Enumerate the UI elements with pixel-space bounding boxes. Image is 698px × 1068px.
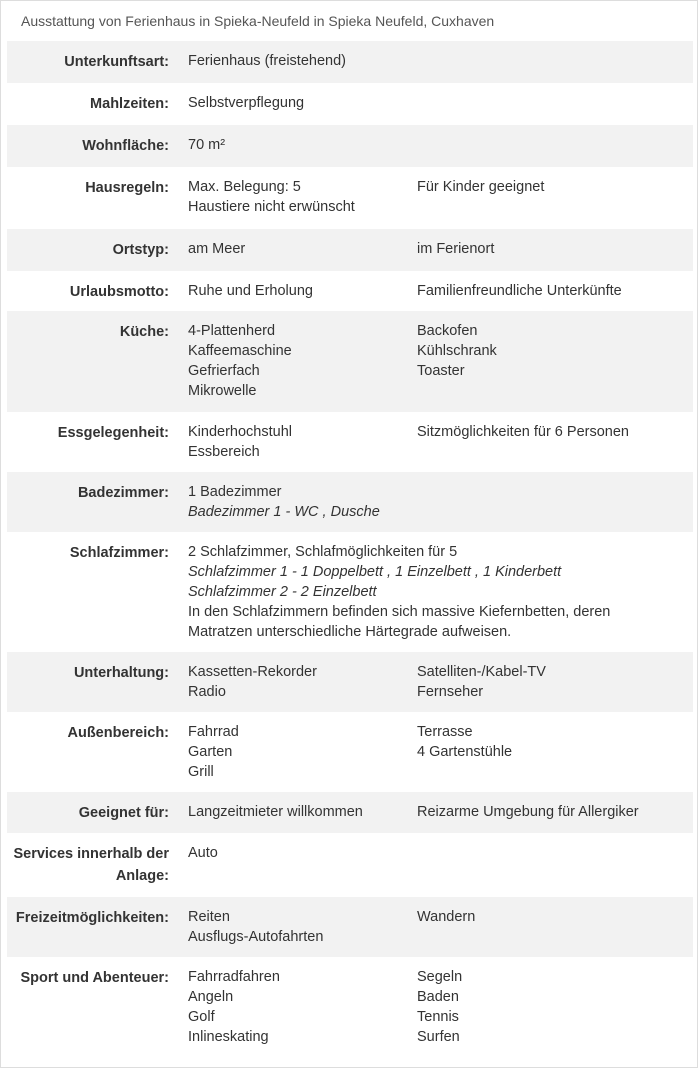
row-unterhaltung [7,652,693,712]
value: Auto [188,845,218,861]
value: Tennis [417,1009,459,1025]
value: Ausflugs-Autofahrten [188,929,324,945]
row-values-col1 [188,281,313,301]
value-detail: Badezimmer 1 - WC , Dusche [188,504,380,520]
value: Backofen [417,323,478,339]
value: Sitzmöglichkeiten für 6 Personen [417,424,629,440]
row-label: Freizeitmöglichkeiten: [15,910,169,926]
row-values-col1 [188,967,280,1047]
row-values-col2 [417,907,475,927]
row-sport [7,957,693,1057]
row-label: Sport und Abenteuer: [20,970,169,986]
row-values-col1 [188,843,218,863]
value: 70 m² [188,137,226,153]
row-values-col1 [188,422,292,462]
value: Fernseher [417,684,484,700]
value: Garten [188,744,233,760]
row-hausregeln [7,167,693,229]
row-label-line: Anlage: [115,868,169,884]
value: Satelliten-/Kabel-TV [417,664,546,680]
row-values-col2 [417,662,546,702]
row-values-col2 [417,321,497,381]
value: Reizarme Umgebung für Allergiker [417,804,639,820]
row-label: Badezimmer: [77,485,169,501]
row-label: Essgelegenheit: [57,425,169,441]
value: Kinderhochstuhl [188,424,292,440]
row-values-col1 [188,482,658,522]
row-label: Unterhaltung: [73,665,169,681]
row-label: Küche: [119,324,169,340]
row-services [7,833,693,897]
row-values-col1 [188,321,292,401]
row-values-col1 [188,135,225,155]
row-kueche [7,311,693,412]
value: Wandern [417,909,476,925]
value: 2 Schlafzimmer, Schlafmöglichkeiten für 5 [188,544,458,560]
value: Haustiere nicht erwünscht [188,199,355,215]
value-detail: Schlafzimmer 2 - 2 Einzelbett [188,584,377,600]
row-values-col2 [417,239,494,259]
value: Fahrrad [188,724,239,740]
row-label: Geeignet für: [78,805,169,821]
value: Max. Belegung: 5 [188,179,301,195]
row-values-col2 [417,177,544,197]
row-unterkunftsart [7,41,693,83]
value: Radio [188,684,226,700]
value: Angeln [188,989,234,1005]
value: am Meer [188,241,246,257]
value: im Ferienort [417,241,495,257]
value: Toaster [417,363,465,379]
row-label: Schlafzimmer: [69,545,169,561]
row-label: Mahlzeiten: [90,96,169,112]
value-detail: Schlafzimmer 1 - 1 Doppelbett , 1 Einzelbett , 1 Kinderbett [188,564,562,580]
row-values-col2 [417,967,462,1047]
value: Inlineskating [188,1029,269,1045]
row-essgelegenheit [7,412,693,472]
row-label [11,843,169,887]
value: Baden [417,989,459,1005]
value: Langzeitmieter willkommen [188,804,363,820]
value: Segeln [417,969,463,985]
row-label: Urlaubsmotto: [69,284,169,300]
value-note: In den Schlafzimmern befinden sich massive Kiefernbetten, deren Matratzen unterschiedliche Härtegrade aufweisen. [188,604,611,640]
row-urlaubsmotto [7,271,693,311]
row-label-line: Services innerhalb der [13,846,169,862]
row-values-col2 [417,422,629,442]
row-values-col1 [188,93,304,113]
panel-caption: Ausstattung von Ferienhaus in Spieka-Neufeld in Spieka Neufeld, Cuxhaven [21,13,495,29]
row-ortstyp [7,229,693,271]
row-values-col1 [188,542,648,642]
value: Gefrierfach [188,363,260,379]
value: Für Kinder geeignet [417,179,545,195]
row-values-col1 [188,177,355,217]
row-label: Ortstyp: [112,242,169,258]
row-freizeit [7,897,693,957]
row-label: Unterkunftsart: [64,54,169,70]
value: Kassetten-Rekorder [188,664,317,680]
row-values-col2 [417,281,622,301]
value: Golf [188,1009,215,1025]
value: Fahrradfahren [188,969,280,985]
row-values-col2 [417,802,639,822]
value: Kaffeemaschine [188,343,292,359]
row-values-col1 [188,722,239,782]
value: Terrasse [417,724,473,740]
row-badezimmer [7,472,693,532]
row-values-col1 [188,907,323,947]
value: Reiten [188,909,230,925]
row-values-col2 [417,722,512,762]
row-aussenbereich [7,712,693,792]
row-label: Hausregeln: [85,180,169,196]
value: Selbstverpflegung [188,95,305,111]
value: 4 Gartenstühle [417,744,513,760]
row-values-col1 [188,239,245,259]
row-values-col1 [188,662,317,702]
row-label: Außenbereich: [67,725,169,741]
row-values-col1 [188,802,363,822]
value: Kühlschrank [417,343,497,359]
value: Grill [188,764,214,780]
value: Mikrowelle [188,383,257,399]
value: Essbereich [188,444,260,460]
value: 4-Plattenherd [188,323,276,339]
row-wohnflaeche [7,125,693,167]
value: Familienfreundliche Unterkünfte [417,283,622,299]
row-schlafzimmer [7,532,693,652]
value: Surfen [417,1029,460,1045]
row-geeignet-fuer [7,792,693,833]
row-mahlzeiten [7,83,693,125]
row-values-col1 [188,51,346,71]
value: Ruhe und Erholung [188,283,313,299]
value: Ferienhaus (freistehend) [188,53,346,69]
row-label: Wohnfläche: [82,138,169,154]
value: 1 Badezimmer [188,484,282,500]
